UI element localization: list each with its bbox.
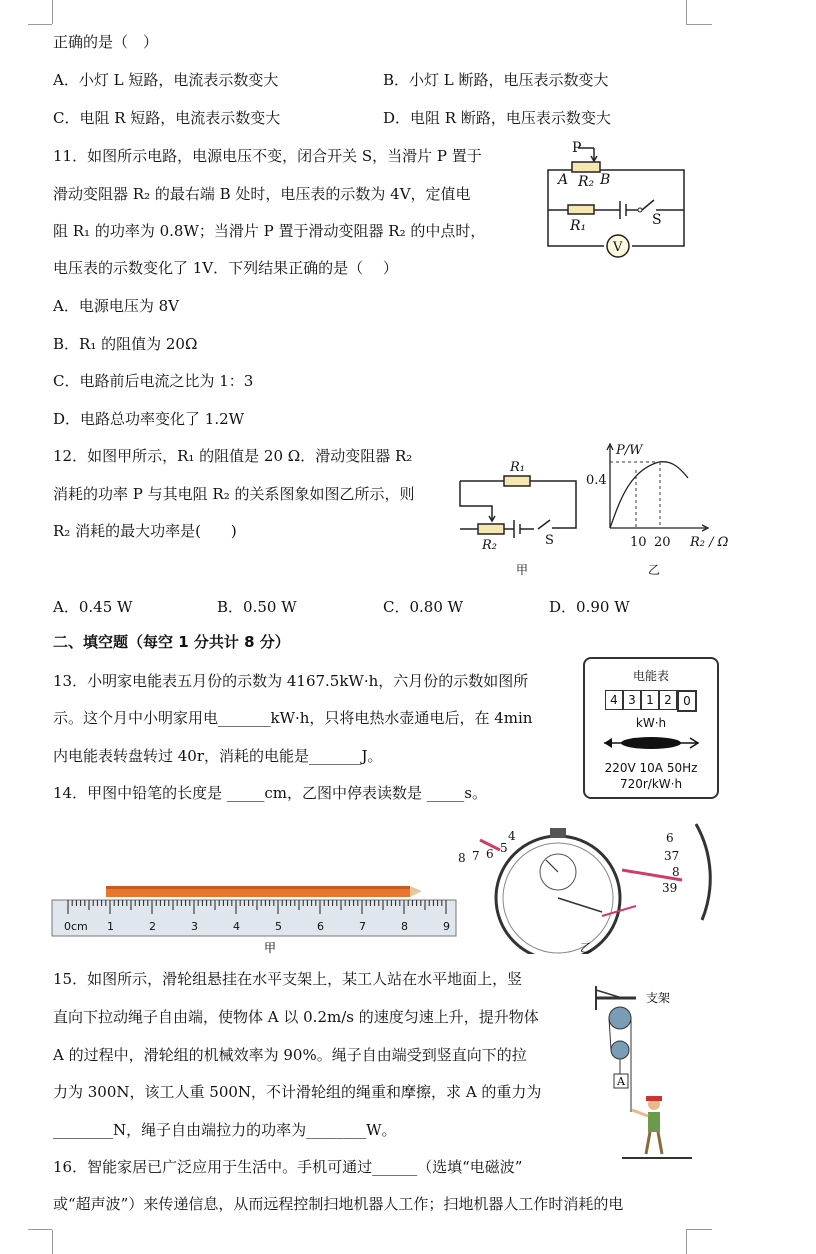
text-line-q11D: D．电路总功率变化了 1.2W	[53, 410, 245, 428]
ruler-number: 9	[443, 920, 450, 933]
text-line-q13b: 示。这个月中小明家用电_______kW·h，只将电热水壶通电后，在 4min	[53, 709, 533, 727]
meter-spec: 220V 10A 50Hz	[604, 761, 698, 775]
label-jia: 甲	[264, 941, 277, 954]
crop-mark	[686, 24, 712, 25]
text-line-q12c: R₂ 消耗的最大功率是( )	[53, 522, 237, 540]
text-line-q15c: A 的过程中，滑轮组的机械效率为 90%。绳子自由端受到竖直向下的拉	[53, 1046, 527, 1064]
text-line-sec2: 二、填空题（每空 1 分共计 8 分）	[53, 633, 290, 651]
meter-digit-decimal: 0	[677, 690, 697, 712]
ruler-number: 5	[275, 920, 282, 933]
crop-mark	[28, 24, 52, 25]
meter-disc-icon	[596, 732, 706, 754]
ruler-number: 6	[317, 920, 324, 933]
ruler-number: 7	[359, 920, 366, 933]
text-line-q15d: 力为 300N，该工人重 500N，不计滑轮组的绳重和摩擦，求 A 的重力为	[53, 1083, 542, 1101]
meter-digit: 3	[623, 690, 641, 710]
meter-digit: 2	[659, 690, 677, 710]
x-tick-10: 10	[630, 535, 647, 550]
text-line-q12a: 12．如图甲所示，R₁ 的阻值是 20 Ω．滑动变阻器 R₂	[53, 447, 413, 465]
label-S: S	[545, 533, 554, 548]
ruler-number: 4	[233, 920, 240, 933]
ruler-number: 3	[191, 920, 198, 933]
text-line-q16a: 16．智能家居已广泛应用于生活中。手机可通过______（选填“电磁波”	[53, 1158, 523, 1176]
text-line-l1b: B．小灯 L 断路，电压表示数变大	[383, 71, 609, 89]
sub-dial-5: 5	[500, 841, 508, 855]
text-line-q13c: 内电能表转盘转过 40r，消耗的电能是_______J。	[53, 747, 383, 765]
text-line-q12A: A．0.45 W	[53, 598, 133, 616]
x-axis-label: R₂ / Ω	[690, 535, 729, 550]
meter-unit: kW·h	[635, 716, 667, 730]
main-dial-39: 39	[662, 881, 678, 895]
pulley-figure	[592, 982, 696, 1166]
text-line-q11A: A．电源电压为 8V	[53, 297, 179, 315]
main-dial-8: 8	[672, 865, 680, 879]
main-dial-37: 37	[664, 849, 680, 863]
y-tick-04: 0.4	[586, 473, 607, 488]
text-line-q15b: 直向下拉动绳子自由端，使物体 A 以 0.2m/s 的速度匀速上升，提升物体	[53, 1008, 539, 1026]
ruler-pencil-figure	[50, 860, 460, 954]
text-line-l2: C．电阻 R 短路，电流表示数变大	[53, 109, 281, 127]
text-line-l1: A．小灯 L 短路，电流表示数变大	[53, 71, 279, 89]
label-V: V	[613, 240, 623, 255]
ruler-number: 1	[107, 920, 114, 933]
sub-dial-7: 7	[472, 849, 480, 863]
object-A: A	[617, 1075, 625, 1088]
label-R1: R₁	[570, 218, 587, 234]
meter-rate: 720r/kW·h	[619, 777, 683, 791]
text-line-q12D: D．0.90 W	[549, 598, 630, 616]
y-axis-label: P/W	[616, 443, 643, 458]
ruler-number: 2	[149, 920, 156, 933]
label-jia: 甲	[516, 563, 529, 577]
text-line-q11d: 电压表的示数变化了 1V．下列结果正确的是（ ）	[53, 259, 398, 277]
power-resistance-graph	[584, 440, 744, 580]
label-A: A	[558, 172, 569, 188]
bracket-label: 支架	[646, 991, 671, 1005]
circuit-diagram-11	[538, 138, 690, 264]
text-line-q11b: 滑动变阻器 R₂ 的最右端 B 处时，电压表的示数为 4V，定值电	[53, 185, 471, 203]
text-line-q12C: C．0.80 W	[383, 598, 464, 616]
label-yi: 乙	[648, 563, 661, 577]
text-line-q16b: 或“超声波”）来传递信息，从而远程控制扫地机器人工作；扫地机器人工作时消耗的电	[53, 1195, 624, 1213]
crop-mark	[686, 1229, 712, 1230]
crop-mark	[686, 0, 687, 24]
text-line-q11C: C．电路前后电流之比为 1：3	[53, 372, 254, 390]
sub-dial-4: 4	[508, 829, 516, 843]
ruler-number: 0cm	[64, 920, 88, 933]
main-dial-6: 6	[666, 831, 674, 845]
label-R2: R₂	[578, 174, 595, 190]
circuit-diagram-12	[452, 456, 584, 580]
label-R1: R₁	[510, 460, 525, 475]
electric-meter	[583, 657, 719, 799]
text-line-q13a: 13．小明家电能表五月份的示数为 4167.5kW·h，六月份的示数如图所	[53, 672, 529, 690]
crop-mark	[28, 1229, 52, 1230]
text-line-q15a: 15．如图所示，滑轮组悬挂在水平支架上，某工人站在水平地面上，竖	[53, 970, 523, 988]
crop-mark	[52, 1230, 53, 1254]
ruler-number: 8	[401, 920, 408, 933]
sub-dial-8: 8	[458, 851, 466, 865]
x-tick-20: 20	[654, 535, 671, 550]
meter-digit: 1	[641, 690, 659, 710]
text-line-q11B: B．R₁ 的阻值为 20Ω	[53, 335, 198, 353]
text-line-l0: 正确的是（ ）	[53, 33, 159, 51]
text-line-q12B: B．0.50 W	[217, 598, 297, 616]
crop-mark	[686, 1230, 687, 1254]
text-line-q11a: 11．如图所示电路，电源电压不变，闭合开关 S，当滑片 P 置于	[53, 147, 482, 165]
text-line-q11c: 阻 R₁ 的功率为 0.8W；当滑片 P 置于滑动变阻器 R₂ 的中点时，	[53, 222, 486, 240]
text-line-q15e: ________N，绳子自由端拉力的功率为________W。	[53, 1121, 397, 1139]
stopwatch-figure	[452, 820, 722, 954]
sub-dial-6: 6	[486, 847, 494, 861]
label-B: B	[600, 172, 611, 188]
meter-digit: 4	[605, 690, 623, 710]
label-P: P	[572, 140, 582, 156]
text-line-q12b: 消耗的功率 P 与其电阻 R₂ 的关系图象如图乙所示，则	[53, 485, 415, 503]
meter-digits	[585, 690, 717, 712]
meter-title: 电能表	[632, 669, 669, 683]
label-S: S	[652, 212, 662, 228]
text-line-q14: 14．甲图中铅笔的长度是 _____cm，乙图中停表读数是 _____s。	[53, 784, 487, 802]
crop-mark	[52, 0, 53, 24]
text-line-l2b: D．电阻 R 断路，电压表示数变大	[383, 109, 611, 127]
label-R2: R₂	[482, 538, 497, 553]
label-yi: 乙	[580, 941, 593, 954]
